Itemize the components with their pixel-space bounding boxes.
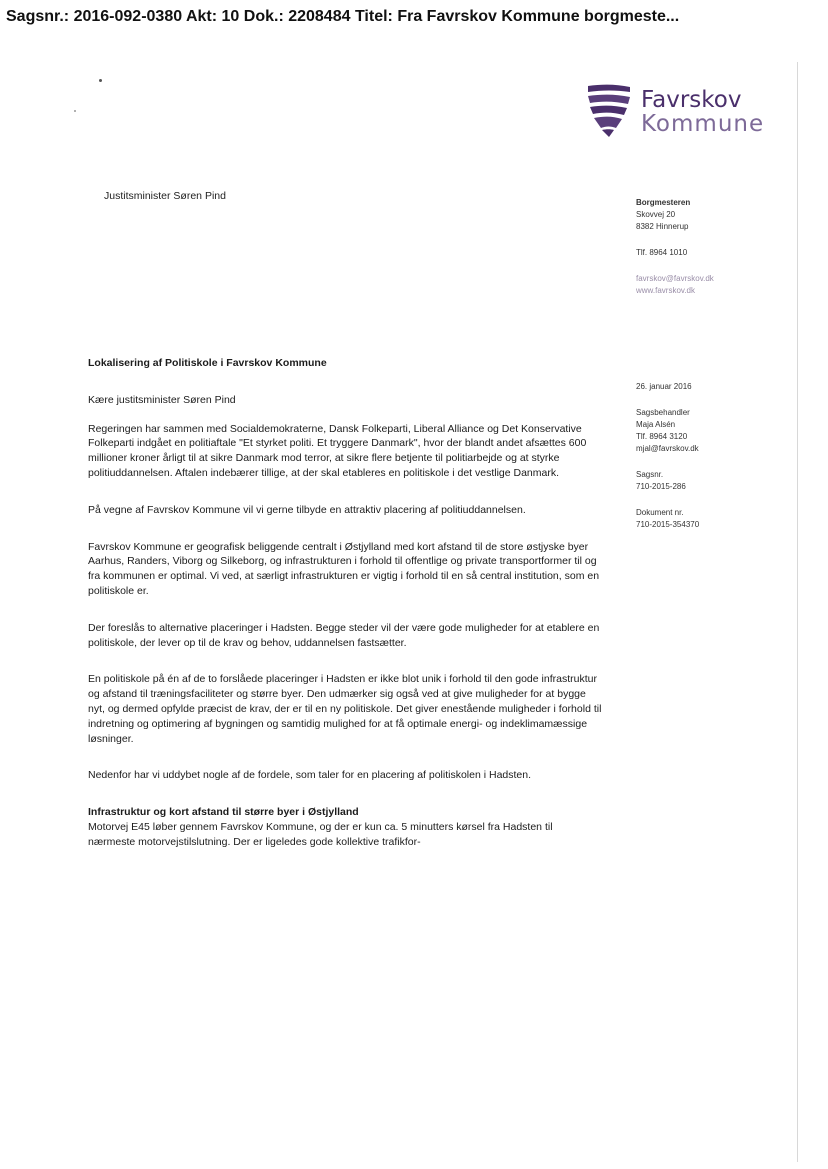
email-link[interactable]: favrskov@favrskov.dk bbox=[636, 274, 714, 283]
paragraph: Der foreslås to alternative placeringer i Hadsten. Begge steder vil der være gode muligheder for at etablere en politiskole, der lever op til de krav og behov, uddannelsen fastsætter. bbox=[88, 621, 600, 649]
paragraph: Favrskov Kommune er geografisk beliggende centralt i Østjylland med kort afstand til de store østjyske byer Aarhus, Randers, Viborg og Silkeborg, og infrastrukturen i forhold til offentlige og private transportformer til og fra kommunen er optimal. Vi ved, at særligt infrastrukturen er vigtig i forhold til en så central institution, som en politiskole er. bbox=[88, 540, 600, 597]
case-handler bbox=[636, 407, 786, 455]
page-edge-line bbox=[797, 62, 798, 1162]
logo-subtitle: Kommune bbox=[641, 111, 765, 137]
handler-label: Sagsbehandler bbox=[636, 408, 690, 417]
handler-phone: Tlf. 8964 3120 bbox=[636, 432, 688, 441]
handler-email: mjal@favrskov.dk bbox=[636, 444, 699, 453]
recipient: Justitsminister Søren Pind bbox=[104, 190, 226, 202]
paragraph: På vegne af Favrskov Kommune vil vi gerne tilbyde en attraktiv placering af politiuddannelsen. bbox=[88, 503, 526, 516]
doc-number: 710-2015-354370 bbox=[636, 520, 700, 529]
case-number-block bbox=[636, 469, 786, 493]
street: Skovvej 20 bbox=[636, 210, 676, 219]
section-heading: Infrastruktur og kort afstand til større byer i Østjylland bbox=[88, 806, 359, 819]
handler-name: Maja Alsén bbox=[636, 420, 676, 429]
sender-phone: Tlf. 8964 1010 bbox=[636, 248, 688, 257]
paragraph: Motorvej E45 løber gennem Favrskov Kommune, og der er kun ca. 5 minutters kørsel fra Hadsten til nærmeste motorvejstilslutning. Der er ligeledes gode kollektive trafikfor- bbox=[88, 820, 553, 848]
sender-links bbox=[636, 273, 786, 297]
case-label: Sagsnr. bbox=[636, 470, 664, 479]
case-number: 710-2015-286 bbox=[636, 482, 686, 491]
document-header: Sagsnr.: 2016-092-0380 Akt: 10 Dok.: 2208484 Titel: Fra Favrskov Kommune borgmeste... bbox=[6, 8, 680, 25]
web-link[interactable]: www.favrskov.dk bbox=[636, 286, 695, 295]
paragraph: Nedenfor har vi uddybet nogle af de fordele, som taler for en placering af politiskolen i Hadsten. bbox=[88, 769, 532, 782]
sender-address bbox=[636, 197, 786, 233]
logo-name: Favrskov bbox=[641, 87, 742, 113]
paragraph: En politiskole på én af de to forslåede placeringer i Hadsten er ikke blot unik i forhold til den gode infrastruktur og afstand til træningsfaciliteter og større byer. Den udmærker sig også ved at give muligheder for at bygge nyt, og dermed opfylde præcist de krav, der er til en ny politiskole. Det giver enestående muligheder i forhold til indretning og optimering af bygningen og samtidig mulighed for at få optimale energi- og indeklimamæssige løsninger. bbox=[88, 673, 602, 745]
letter-date: 26. januar 2016 bbox=[636, 382, 692, 391]
scan-speck bbox=[74, 110, 76, 112]
paragraph: Regeringen har sammen med Socialdemokraterne, Dansk Folkeparti, Liberal Alliance og Det Konservative Folkeparti indgået en politiaftale "Et styrket politi. Et tryggere Danmark", hvor der blandt andet afsættes 600 millioner kroner årligt til at sikre Danmark mod terror, at sikre flere betjente til politiarbejde og at styrke politiuddannelsen. Aftalen indebærer tillige, at der skal etableres en politiskole i det vestlige Danmark. bbox=[88, 422, 587, 479]
scan-speck bbox=[99, 79, 102, 82]
doc-label: Dokument nr. bbox=[636, 508, 684, 517]
favrskov-crest-icon bbox=[584, 82, 634, 138]
letter-title: Lokalisering af Politiskole i Favrskov Kommune bbox=[88, 357, 327, 369]
salutation: Kære justitsminister Søren Pind bbox=[88, 393, 236, 406]
favrskov-logo bbox=[584, 82, 764, 142]
document-number-block bbox=[636, 507, 786, 531]
office-name: Borgmesteren bbox=[636, 198, 691, 207]
sender-info bbox=[636, 197, 786, 545]
city: 8382 Hinnerup bbox=[636, 222, 689, 231]
letter-body bbox=[88, 356, 602, 872]
